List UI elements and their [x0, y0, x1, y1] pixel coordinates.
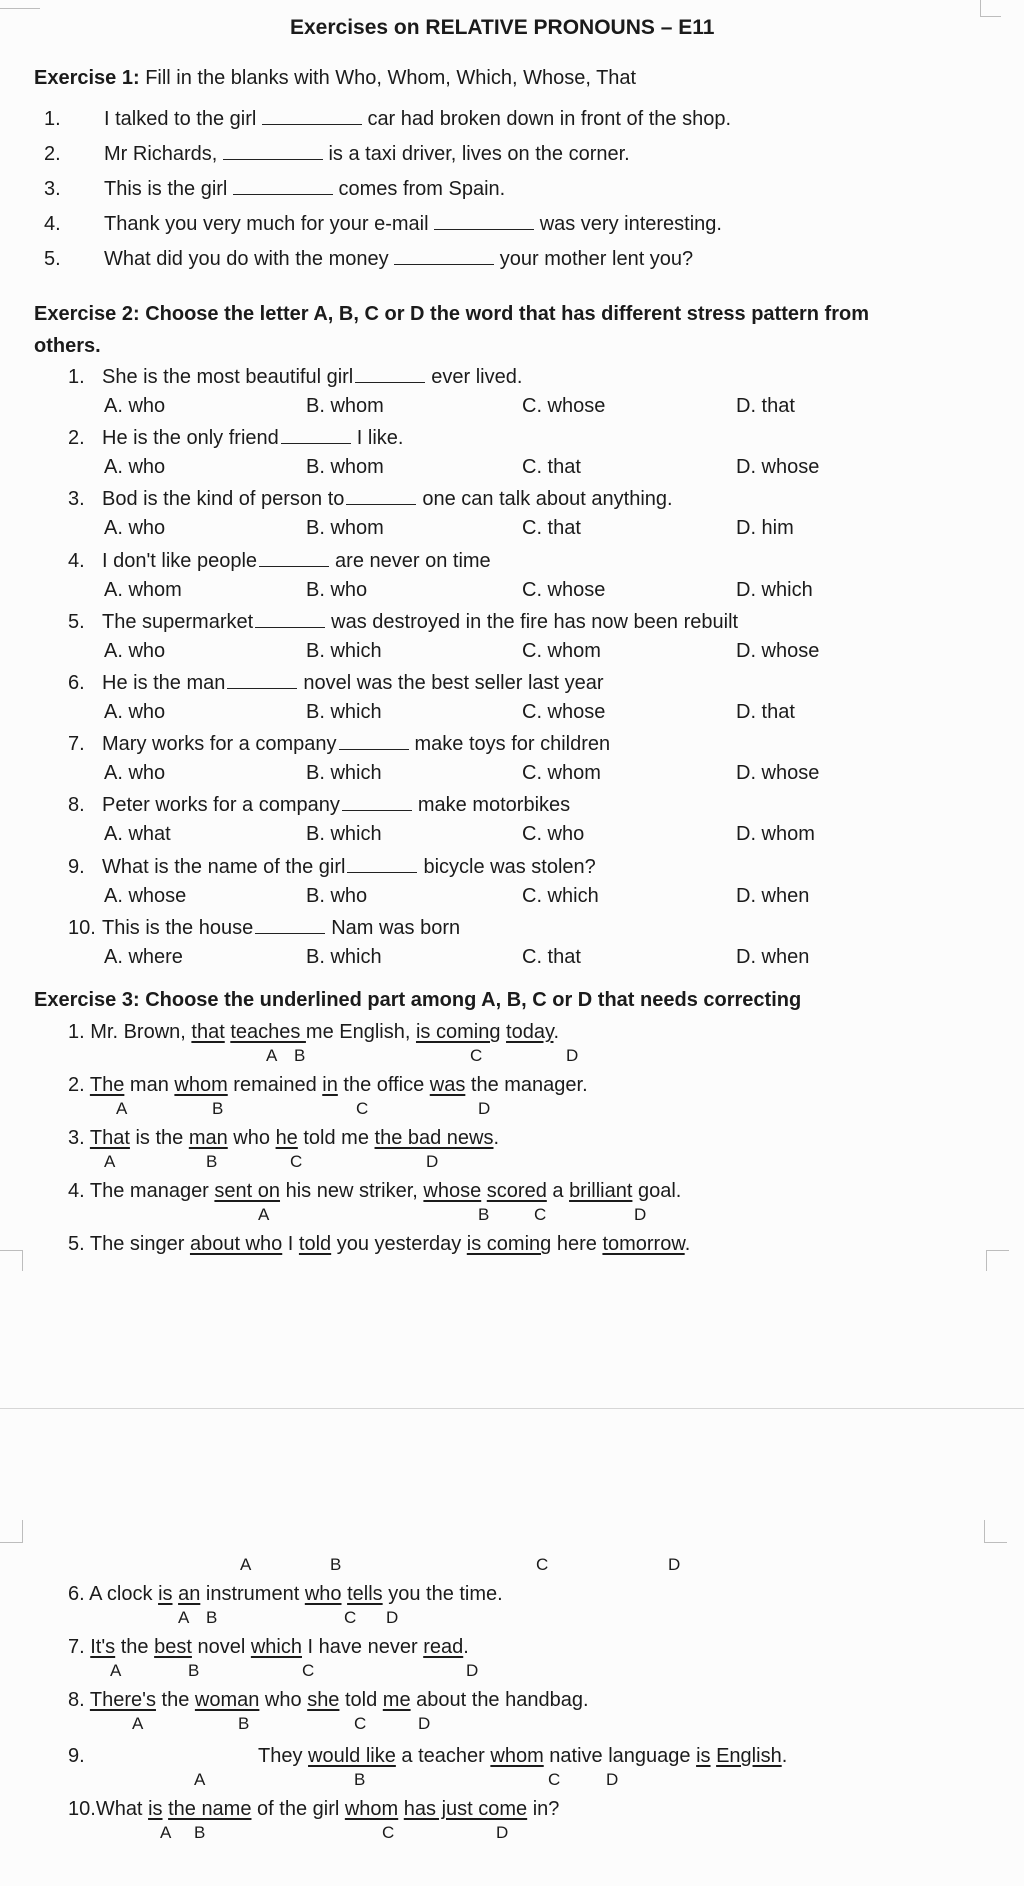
ex2-heading: Exercise 2: Choose the letter A, B, C or D the word that has different stress pattern from [34, 303, 869, 325]
answer-option-d[interactable]: D. whom [736, 823, 815, 845]
answer-blank[interactable] [281, 425, 351, 444]
item-number: 2. [68, 1074, 85, 1096]
underlined-option-b[interactable]: woman [194, 1689, 260, 1711]
item-text-after: ever lived. [431, 366, 523, 388]
option-letter-d: D [386, 1608, 399, 1627]
underlined-option-d[interactable]: has just come [403, 1798, 528, 1820]
item-text-before: Mary works for a company [102, 733, 337, 755]
option-letter-b: B [238, 1714, 250, 1733]
answer-blank[interactable] [259, 548, 329, 567]
underlined-option-d[interactable]: read [423, 1636, 464, 1658]
sentence-part: I have never [302, 1636, 424, 1658]
ex1-item [44, 141, 630, 166]
ex3-item [68, 1688, 589, 1712]
ex1-heading-label: Exercise 1: [34, 67, 140, 89]
sentence-part: . [781, 1745, 788, 1767]
option-letter-a: A [266, 1046, 278, 1065]
underlined-option-a[interactable]: is [148, 1798, 163, 1820]
option-letter-a: A [258, 1205, 270, 1224]
answer-blank[interactable] [342, 792, 412, 811]
item-number: 3. [68, 488, 85, 510]
sentence-part: a [546, 1180, 570, 1202]
option-letter-d: D [426, 1152, 439, 1171]
sentence-part: native language [543, 1745, 697, 1767]
option-letter-a: A [160, 1823, 172, 1842]
ex1-item [44, 176, 505, 201]
underlined-option-b[interactable]: the name [168, 1798, 252, 1820]
answer-option-b[interactable]: B. who [306, 579, 368, 601]
item-text-after: I like. [356, 427, 404, 449]
sentence-part: told me [297, 1127, 375, 1149]
underlined-option-b[interactable]: man [188, 1127, 228, 1149]
corner-mark-low-left [0, 1520, 23, 1543]
answer-blank[interactable] [233, 176, 333, 195]
option-letter-c: C [470, 1046, 483, 1065]
sentence-part: who [227, 1127, 276, 1149]
answer-option-c[interactable]: C. whose [522, 701, 606, 723]
item-number: 5. [44, 248, 61, 270]
answer-option-a[interactable]: A. who [104, 517, 166, 539]
answer-blank[interactable] [355, 364, 425, 383]
answer-blank[interactable] [394, 246, 494, 265]
item-number: 3. [44, 178, 61, 200]
option-letter-a: A [116, 1099, 128, 1118]
sentence-part: who [259, 1689, 308, 1711]
underlined-option-d[interactable]: English [716, 1745, 782, 1767]
answer-blank[interactable] [223, 141, 323, 160]
underlined-option-d[interactable]: brilliant [569, 1180, 633, 1202]
ex2-question [68, 670, 604, 695]
item-text-after: car had broken down in front of the shop. [367, 108, 732, 130]
item-number: 6. [68, 672, 85, 694]
underlined-option-b[interactable]: teaches [230, 1021, 306, 1043]
underlined-option-d[interactable]: the bad news [374, 1127, 494, 1149]
item-text-after: one can talk about anything. [422, 488, 673, 510]
answer-option-c[interactable]: C. whose [522, 579, 606, 601]
option-letter-d: D [606, 1770, 619, 1789]
ex1-item [44, 246, 693, 271]
sentence-part: the manager. [465, 1074, 588, 1096]
corner-mark-top-left [0, 0, 40, 9]
answer-option-b[interactable]: B. which [306, 946, 382, 968]
underlined-option-b[interactable]: told [298, 1233, 332, 1255]
item-text-before: What did you do with the money [104, 248, 389, 270]
underlined-option-c[interactable]: who [304, 1583, 342, 1605]
answer-option-b[interactable]: B. whom [306, 517, 384, 539]
answer-option-b[interactable]: B. which [306, 640, 382, 662]
underlined-option-b[interactable]: whom [174, 1074, 228, 1096]
item-number: 8. [68, 1689, 85, 1711]
underlined-option-c[interactable]: is coming [466, 1233, 552, 1255]
item-text-before: He is the man [102, 672, 226, 694]
item-number: 1. [68, 1021, 85, 1043]
ex2-question [68, 486, 673, 511]
ex3-item [68, 1232, 690, 1256]
option-letter-b: B [478, 1205, 490, 1224]
sentence-part: What [95, 1798, 149, 1820]
item-number: 10. [68, 917, 96, 939]
option-letter-d: D [496, 1823, 509, 1842]
answer-option-a[interactable]: A. whom [104, 579, 182, 601]
option-letter-a: A [240, 1555, 252, 1574]
item-text-before: She is the most beautiful girl [102, 366, 354, 388]
ex2-heading-cont: others. [34, 335, 101, 357]
ex2-question [68, 548, 491, 573]
item-number: 3. [68, 1127, 85, 1149]
item-number: 9. [68, 856, 85, 878]
answer-option-a[interactable]: A. what [104, 823, 171, 845]
underlined-option-a[interactable]: It's [90, 1636, 116, 1658]
underlined-option-a[interactable]: would like [308, 1745, 396, 1767]
underlined-option-c[interactable]: which [250, 1636, 302, 1658]
sentence-part: remained [227, 1074, 323, 1096]
ex3-item [68, 1582, 503, 1606]
option-letter-b: B [206, 1152, 218, 1171]
item-number: 5. [68, 1233, 85, 1255]
item-text-after: make motorbikes [417, 794, 571, 816]
option-letter-b: B [354, 1770, 366, 1789]
sentence-part: here [551, 1233, 603, 1255]
underlined-option-b[interactable]: an [178, 1583, 201, 1605]
answer-option-d[interactable]: D. whose [736, 762, 820, 784]
corner-mark-low-right [984, 1520, 1007, 1543]
item-text-before: The supermarket [102, 611, 254, 633]
option-letter-d: D [668, 1555, 681, 1574]
item-text-after: bicycle was stolen? [423, 856, 596, 878]
ex1-item [44, 211, 722, 236]
ex3-item [68, 1126, 499, 1150]
option-letter-d: D [466, 1661, 479, 1680]
item-number: 9. [68, 1745, 85, 1767]
option-letter-a: A [132, 1714, 144, 1733]
item-number: 2. [44, 143, 61, 165]
sentence-part: the [115, 1636, 155, 1658]
sentence-part: instrument [200, 1583, 305, 1605]
ex3-item [68, 1020, 559, 1044]
sentence-part: the office [337, 1074, 430, 1096]
item-text-before: Bod is the kind of person to [102, 488, 345, 510]
underlined-option-a[interactable]: that [191, 1021, 225, 1043]
item-number: 7. [68, 733, 85, 755]
answer-option-b[interactable]: B. which [306, 701, 382, 723]
answer-option-c[interactable]: C. whom [522, 762, 601, 784]
sentence-part: his new striker, [280, 1180, 424, 1202]
sentence-part: goal. [632, 1180, 682, 1202]
underlined-option-a[interactable]: The [89, 1074, 125, 1096]
underlined-option-b[interactable]: whom [490, 1745, 544, 1767]
sentence-part: They [258, 1745, 309, 1767]
option-letter-b: B [194, 1823, 206, 1842]
option-letter-a: A [194, 1770, 206, 1789]
option-letter-b: B [212, 1099, 224, 1118]
sentence-part: is the [129, 1127, 189, 1149]
sentence-part: . [684, 1233, 691, 1255]
option-letter-c: C [534, 1205, 547, 1224]
answer-option-d[interactable]: D. when [736, 946, 810, 968]
answer-option-c[interactable]: C. who [522, 823, 585, 845]
item-text-after: was very interesting. [539, 213, 722, 235]
item-number: 10. [68, 1798, 96, 1820]
underlined-option-c[interactable]: is [696, 1745, 711, 1767]
ex3-item [68, 1744, 787, 1768]
sentence-part: . [493, 1127, 500, 1149]
item-text-before: Peter works for a company [102, 794, 340, 816]
option-letter-c: C [536, 1555, 549, 1574]
answer-option-d[interactable]: D. whose [736, 640, 820, 662]
underlined-option-a[interactable]: That [89, 1127, 130, 1149]
item-number: 4. [44, 213, 61, 235]
answer-option-a[interactable]: A. where [104, 946, 183, 968]
ex2-question [68, 609, 738, 634]
ex2-question [68, 915, 460, 940]
option-letter-c: C [548, 1770, 561, 1789]
ex3-item [68, 1073, 588, 1097]
underlined-option-a[interactable]: is [158, 1583, 173, 1605]
answer-option-d[interactable]: D. that [736, 701, 795, 723]
sentence-part: A clock [89, 1583, 159, 1605]
item-text-before: What is the name of the girl [102, 856, 346, 878]
option-letter-d: D [566, 1046, 579, 1065]
option-letter-c: C [302, 1661, 315, 1680]
ex2-question [68, 364, 522, 389]
option-letter-d: D [478, 1099, 491, 1118]
item-number: 4. [68, 550, 85, 572]
sentence-part: man [124, 1074, 175, 1096]
item-text-after: is a taxi driver, lives on the corner. [328, 143, 630, 165]
sentence-part: . [553, 1021, 560, 1043]
item-number: 8. [68, 794, 85, 816]
answer-blank[interactable] [346, 486, 416, 505]
option-letter-b: B [294, 1046, 306, 1065]
item-text-before: He is the only friend [102, 427, 279, 449]
item-text-before: Mr Richards, [104, 143, 218, 165]
answer-option-c[interactable]: C. that [522, 517, 581, 539]
ex3-item [68, 1635, 469, 1659]
ex3-item [68, 1797, 559, 1821]
underlined-option-b[interactable]: best [154, 1636, 192, 1658]
answer-option-c[interactable]: C. that [522, 946, 581, 968]
item-number: 6. [68, 1583, 85, 1605]
item-text-before: This is the house [102, 917, 254, 939]
answer-blank[interactable] [255, 915, 325, 934]
page-title: Exercises on RELATIVE PRONOUNS – E11 [290, 16, 715, 39]
option-letter-c: C [344, 1608, 357, 1627]
underlined-option-d[interactable]: today [506, 1021, 554, 1043]
sentence-part: I [282, 1233, 299, 1255]
item-text-before: This is the girl [104, 178, 228, 200]
item-text-after: are never on time [335, 550, 491, 572]
answer-option-d[interactable]: D. which [736, 579, 813, 601]
sentence-part: me English, [305, 1021, 416, 1043]
answer-blank[interactable] [262, 106, 362, 125]
option-letter-c: C [356, 1099, 369, 1118]
ex1-instruction: Fill in the blanks with Who, Whom, Which, Whose, That [145, 67, 637, 89]
answer-option-c[interactable]: C. whose [522, 395, 606, 417]
sentence-part: told [339, 1689, 383, 1711]
item-number: 1. [68, 366, 85, 388]
underlined-option-c[interactable]: in [322, 1074, 338, 1096]
answer-blank[interactable] [434, 211, 534, 230]
ex1-heading [34, 66, 636, 90]
answer-option-a[interactable]: A. who [104, 456, 166, 478]
item-text-before: Thank you very much for your e-mail [104, 213, 429, 235]
ex2-question [68, 425, 403, 450]
answer-blank[interactable] [347, 854, 417, 873]
underlined-option-a[interactable]: There's [89, 1689, 156, 1711]
answer-option-b[interactable]: B. whom [306, 456, 384, 478]
underlined-option-a[interactable]: sent on [214, 1180, 281, 1202]
underlined-option-a[interactable]: about who [189, 1233, 283, 1255]
sentence-part: The singer [89, 1233, 190, 1255]
item-text-after: comes from Spain. [338, 178, 506, 200]
option-letter-b: B [206, 1608, 218, 1627]
answer-blank[interactable] [255, 609, 325, 628]
sentence-part: a teacher [395, 1745, 491, 1767]
option-letter-b: B [330, 1555, 342, 1574]
page-divider [0, 1408, 1024, 1409]
underlined-option-c[interactable]: she [307, 1689, 340, 1711]
sentence-part: about the handbag. [410, 1689, 589, 1711]
answer-option-c[interactable]: C. which [522, 885, 599, 907]
option-letter-d: D [418, 1714, 431, 1733]
answer-option-a[interactable]: A. who [104, 640, 166, 662]
item-text-after: was destroyed in the fire has now been rebuilt [331, 611, 739, 633]
option-letter-c: C [290, 1152, 303, 1171]
answer-option-b[interactable]: B. which [306, 823, 382, 845]
sentence-part: Mr. Brown, [90, 1021, 192, 1043]
answer-option-d[interactable]: D. that [736, 395, 795, 417]
ex3-item [68, 1179, 681, 1203]
sentence-part: The manager [89, 1180, 215, 1202]
ex2-question [68, 854, 596, 879]
answer-option-c[interactable]: C. that [522, 456, 581, 478]
item-number: 5. [68, 611, 85, 633]
item-text-after: novel was the best seller last year [303, 672, 604, 694]
answer-option-c[interactable]: C. whom [522, 640, 601, 662]
sentence-part: novel [191, 1636, 251, 1658]
ex1-item [44, 106, 731, 131]
item-text-after: Nam was born [331, 917, 461, 939]
option-letter-a: A [104, 1152, 116, 1171]
option-letter-a: A [178, 1608, 190, 1627]
sentence-part: you the time. [382, 1583, 503, 1605]
sentence-part: in? [527, 1798, 560, 1820]
item-number: 1. [44, 108, 61, 130]
answer-option-a[interactable]: A. who [104, 395, 166, 417]
underlined-option-d[interactable]: tells [347, 1583, 383, 1605]
sentence-part: . [463, 1636, 469, 1658]
item-text-after: make toys for children [414, 733, 611, 755]
option-letter-c: C [354, 1714, 367, 1733]
item-text-after: your mother lent you? [499, 248, 694, 270]
sentence-part: you yesterday [331, 1233, 467, 1255]
answer-option-b[interactable]: B. whom [306, 395, 384, 417]
answer-option-b[interactable]: B. who [306, 885, 368, 907]
underlined-option-c[interactable]: he [275, 1127, 298, 1149]
item-number: 2. [68, 427, 85, 449]
answer-option-a[interactable]: A. who [104, 701, 166, 723]
item-number: 4. [68, 1180, 85, 1202]
corner-mark-top-right [980, 0, 1001, 17]
underlined-option-b[interactable]: whose [423, 1180, 482, 1202]
item-text-before: I talked to the girl [104, 108, 257, 130]
ex2-question [68, 792, 570, 817]
item-text-before: I don't like people [102, 550, 258, 572]
corner-mark-mid-right [986, 1250, 1009, 1271]
corner-mark-mid-left [0, 1250, 23, 1271]
answer-option-a[interactable]: A. whose [104, 885, 187, 907]
ex2-question [68, 731, 610, 756]
underlined-option-d[interactable]: me [382, 1689, 411, 1711]
answer-option-b[interactable]: B. which [306, 762, 382, 784]
ex3-heading: Exercise 3: Choose the underlined part among A, B, C or D that needs correcting [34, 989, 802, 1011]
answer-blank[interactable] [339, 731, 409, 750]
answer-option-d[interactable]: D. whose [736, 456, 820, 478]
item-number: 7. [68, 1636, 85, 1658]
underlined-option-c[interactable]: scored [486, 1180, 547, 1202]
answer-option-d[interactable]: D. when [736, 885, 810, 907]
answer-option-a[interactable]: A. who [104, 762, 166, 784]
option-letter-c: C [382, 1823, 395, 1842]
sentence-part: the [155, 1689, 195, 1711]
option-letter-d: D [634, 1205, 647, 1224]
underlined-option-c[interactable]: is coming [415, 1021, 501, 1043]
sentence-part: of the girl [251, 1798, 345, 1820]
option-letter-a: A [110, 1661, 122, 1680]
option-letter-b: B [188, 1661, 200, 1680]
answer-option-d[interactable]: D. him [736, 517, 794, 539]
underlined-option-d[interactable]: was [429, 1074, 466, 1096]
answer-blank[interactable] [227, 670, 297, 689]
underlined-option-d[interactable]: tomorrow [602, 1233, 685, 1255]
underlined-option-c[interactable]: whom [344, 1798, 399, 1820]
